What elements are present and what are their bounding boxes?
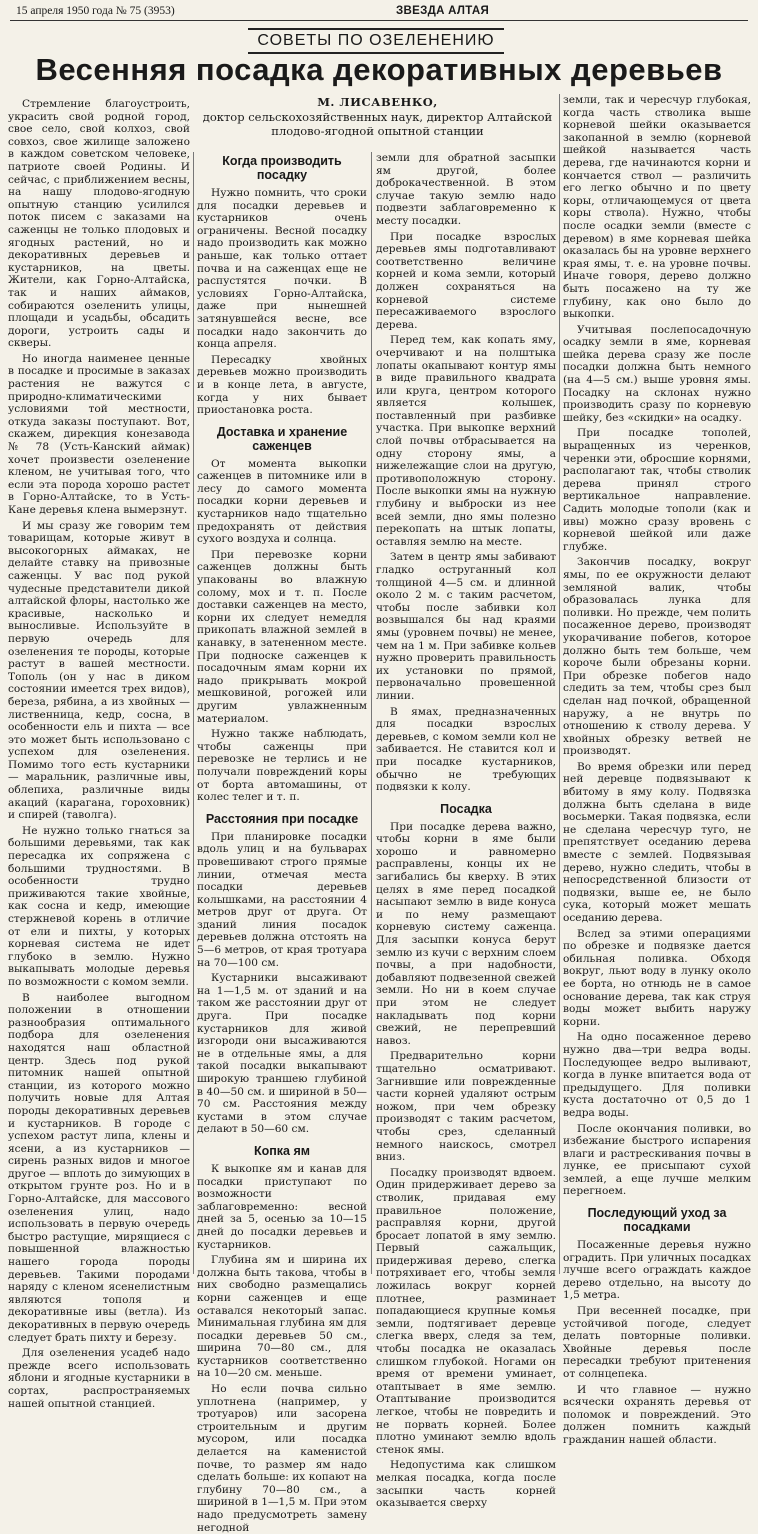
paragraph: Вслед за этими операциями по обрезке и подвязке дается обильная поливка. Обходя вокруг, льют воду в лунку около ее борта, но отнюдь не в самое основание дерева, так как струя воды может выбить наружу корни. (563, 927, 751, 1028)
column-rule (193, 152, 194, 1274)
paragraph: Для озеленения усадеб надо прежде всего использовать яблони и ягодные кустарники в сортах, распространяемых нашей опытной станцией. (8, 1347, 190, 1410)
newspaper-name: ЗВЕЗДА АЛТАЯ (396, 5, 490, 17)
paragraph: Посадку производят вдвоем. Один придерживает дерево за стволик, придавая ему правильное положение, расправляя корни, другой бросает лопатой в яму землю. Первый сажальщик, придерживая дерево, слегка потряхивает его, чтобы земля ложилась вокруг корней плотнее, разминает попадающиеся крупные комья земли, подтягивает деревце слегка вверх, следя за тем, чтобы посадка не оказалась слишком глубокой. Ногами он время от времени уминает, отаптывает в яме землю. Отаптывание производится легкое, чтобы не повредить и не порвать корней. Более плотно уминают землю вдоль стенок ямы. (376, 1166, 556, 1456)
paragraph: Не нужно только гнаться за большими деревьями, так как пересадка их сопряжена с большими трудностями. В особенности трудно приживаются такие хвойные, как сосна и кедр, имеющие стержневой корень в отличие от ели и пихты, у которых корневая система не идет глубоко в землю. Нужно выкапывать молодые деревья по возможности с комом земли. (8, 824, 190, 988)
paragraph: При посадке тополей, выращенных из черенков, черенки эти, обросшие корнями, располагают так, чтобы стволик дерева принял строго вертикальное направление. Садить молодые тополи (как и ивы) можно сразу вровень с корневой шейкой или даже глубже. (563, 427, 751, 553)
column-4 (563, 94, 751, 1446)
paragraph: На одно посаженное дерево нужно два—три ведра воды. Последующее ведро выливают, когда в лунке впитается вода от предыдущего. Для поливки куста достаточно от 0,5 до 1 ведра воды. (563, 1031, 751, 1119)
paragraph: В наиболее выгодном положении в отношении разнообразия оптимального подбора для озеленения находятся наш областной центр. Здесь под рукой питомник нашей опытной станции, из которого можно получить новые для Алтая породы декоративных деревьев и кустарников. В городе с успехом растут липа, клены и ясени, а из кустарников — сирень разных видов и многое другое — вплоть до зимующих в открытом грунте роз. Но и в Горно-Алтайске, для массового озеленения улиц, надо использовать в первую очередь быстро растущие, мирящиеся с повышенной влажностью нашего города породы деревьев. Такими породами наряду с кленом ясенелистным являются тополя и декоративные ивы (ветла). Из декоративных в первую очередь следует брать пихту и березу. (8, 991, 190, 1344)
paragraph: И мы сразу же говорим тем товарищам, которые живут в высокогорных аймаках, не делайте ставку на привозные саженцы. У вас под рукой чудесные представители дикой алтайской флоры, настолько же красивые, насколько и выносливые. Используйте в первую очередь для озеленения те породы, которые растут в вашей местности. Тополь (он у нас в диком состоянии имеется трех видов), береза, рябина, а из хвойных — лиственница, кедр, сосна, в особенности ель и пихта — все это может быть использовано с успехом для озеленения. Помимо того есть кустарники — маральник, различные ивы, облепиха, различные виды акаций (карагана, гороховник) и спирей (таволга). (8, 519, 190, 822)
paragraph: Учитывая послепосадочную осадку земли в яме, корневая шейка дерева сразу же после посадки должна быть немного (на 4—5 см.) выше уровня ямы. Посадку на склонах нужно производить сразу по корневую шейку, без «скидки» на осадку. (563, 323, 751, 424)
paragraph: При планировке посадки вдоль улиц и на бульварах провешивают строго прямые линии, отмечая места посадки деревьев колышками, на расстоянии 4 метров друг от друга. От зданий линия посадок деревьев должна отстоять на 5—6 метров, от края тротуара на 70—100 см. (197, 830, 367, 969)
paragraph: После окончания поливки, во избежание быстрого испарения влаги и растрескивания почвы в лунке, ее присыпают сухой землей, а еще лучше мелким перегноем. (563, 1122, 751, 1198)
masthead (0, 0, 758, 22)
section-heading: Доставка и хранение саженцев (216, 424, 348, 453)
paragraph: Стремление благоустроить, украсить свой родной город, свое село, свой колхоз, свой совхоз, свое жилище заложено в каждом советском человеке, патриоте своей Родины. И сейчас, с приближением весны, на нашу плодово-ягодную опытную станцию усилился поток писем с заказами на саженцы не только плодовых и ягодных растений, но и декоративных деревьев и кустарников, на цветы. Жители, как Горно-Алтайска, так и наших аймаков, собираются озеленить улицы, площади и усадьбы, обсадить дороги, устроить сады и скверы. (8, 98, 190, 350)
section-kicker: СОВЕТЫ ПО ОЗЕЛЕНЕНИЮ (248, 28, 504, 54)
section-heading: Когда производить посадку (222, 154, 342, 182)
top-rule (10, 20, 748, 21)
author-title: доктор сельскохозяйственных наук, директор Алтайской плодово-ягодной опытной станции (202, 109, 553, 138)
paragraph: земли, так и чересчур глубокая, когда часть стволика выше корневой шейки оказывается закопанной в землю (корневой шейкой называется часть дерева, где начинаются корни и кончается ствол — различить его легко обычно и по цвету коры, отличающемуся от цвета коры ствола). Нужно, чтобы после осадки земли (вместе с деревом) в яме корневая шейка оказалась бы на уровне верхнего края ямы, т. е. на уровне почвы. Иначе говоря, дерево должно быть посажено на ту же глубину, как оно было до выкопки. (563, 94, 751, 321)
paragraph: В ямах, предназначенных для посадки взрослых деревьев, с комом земли кол не забивается. Не ставится кол и при посадке кустарников, обычно не требующих подвязки к колу. (376, 705, 556, 794)
paragraph: Посаженные деревья нужно оградить. При уличных посадках лучше всего ограждать каждое дерево отдельно, на высоту до 1,5 метра. (563, 1239, 751, 1302)
column-rule (559, 94, 560, 1274)
paragraph: Закончив посадку, вокруг ямы, по ее окружности делают земляной валик, чтобы образовалась лунка для поливки. Но прежде, чем полить посаженное дерево, производят укорачивание побегов, которое должно быть тем больше, чем короче были обрезаны корни. При обрезке побегов надо следить за тем, чтобы срез был сделан над почкой, обращенной наружу, а не внутрь по отношению к стволу дерева. У хвойных обрезку ветвей не производят. (563, 556, 751, 758)
paragraph: И что главное — нужно всячески охранять деревья от поломок и повреждений. Это должен помнить каждый гражданин нашей области. (563, 1383, 751, 1446)
paragraph: Нужно также наблюдать, чтобы саженцы при перевозке не терлись и не получали повреждений коры от борта автомашины, от колес телег и т. п. (197, 728, 367, 804)
column-1 (8, 98, 190, 1410)
paragraph: Кустарники высаживают на 1—1,5 м. от зданий и на таком же расстоянии друг от друга. При посадке кустарников для живой изгороди они высаживаются не в отдельные ямы, а для такой посадки выкапывают широкую траншею глубиной в 40—50 см. и шириной в 50—70 см. Расстояния между кустами в этом случае делают в 50—60 см. (197, 972, 367, 1136)
paragraph: Но если почва сильно уплотнена (например, у тротуаров) или засорена строительным и другим мусором, или посадка делается на каменистой почве, то размер ям надо сделать больше: их копают на глубину 70—80 см., а шириной в 1—1,5 м. При этом надо предусмотреть замену негодной (197, 1383, 367, 1534)
paragraph: К выкопке ям и канав для посадки приступают по возможности заблаговременно: весной дней за 5, осенью за 10—15 дней до посадки деревьев и кустарников. (197, 1162, 367, 1251)
paragraph: При посадке дерева важно, чтобы корни в яме были хорошо и равномерно расправлены, концы их не загибались бы кверху. В этих целях в яме перед посадкой насыпают землю в виде конуса и по нему размещают корневую систему саженца. Для засыпки конуса берут землю из кучи с верхним слоем почвы, а при надобности, добавляют подвезенной свежей земли. Но ни в коем случае при этом не следует накладывать под корни свежий, не перепревший навоз. (376, 820, 556, 1047)
paragraph: При перевозке корни саженцев должны быть упакованы во влажную солому, мох и т. п. После доставки саженцев на место, корни их следует немедля прикопать влажной землей в канавку, в затененном месте. При подноске саженцев к посадочным ямам корни их надо прикрывать мокрой мешковиной, рогожей или другим увлажненным материалом. (197, 548, 367, 725)
paragraph: Но иногда наименее ценные в посадке и просимые в заказах растения не важутся с природно-климатическими условиями той местности, откуда заказы поступают. Вот, скажем, дирекция конезавода № 78 (Усть-Канский аймак) хочет произвести озеленение кленом, не учитывая того, что если эта порода хорошо растет в Горно-Алтайске, то в Усть-Кане деревья клена вымерзнут. (8, 352, 190, 516)
paragraph: Пересадку хвойных деревьев можно производить и в конце лета, в августе, когда у них бывает приостановка роста. (197, 353, 367, 417)
paragraph: земли для обратной засыпки ям другой, более доброкачественной. В этом случае такую землю надо подвезти заблаговременно к месту посадки. (376, 152, 556, 227)
column-3 (376, 152, 556, 1510)
paragraph: Перед тем, как копать яму, очерчивают и на полштыка лопаты окапывают контур ямы в виде правильного квадрата или круга, центром которого является колышек, поставленный при разбивке участка. При выкопке верхний слой почвы отбрасывается на одну сторону ямы, а нижележащие слои на другую, противоположную сторону. После выкопки ямы на нужную глубину и выброски из нее всей земли, дно ямы полезно перекопать на штык лопаты, оставляя землю на месте. (376, 334, 556, 548)
paragraph: Глубина ям и ширина их должна быть такова, чтобы в них свободно размещались корни саженцев и еще оставался некоторый запас. Минимальная глубина ям для посадки деревьев 50 см., ширина 70—80 см., для кустарников соответственно на 10—20 см. меньше. (197, 1254, 367, 1380)
paragraph: Недопустима как слишком мелкая посадка, когда после засыпки часть корней оказывается сверху (376, 1459, 556, 1510)
article-title: Весенняя посадка декоративных деревьев (35, 52, 723, 87)
section-heading: Последующий уход за посадками (587, 1206, 727, 1235)
paragraph: При посадке взрослых деревьев ямы подготавливают соответственно величине корней и кома земли, который должен сохраняться на корневой системе пересаживаемого взрослого дерева. (376, 230, 556, 331)
paragraph: При весенней посадке, при устойчивой погоде, следует делать повторные поливки. Хвойные деревья после пересадки требуют притенения от солнцепека. (563, 1305, 751, 1380)
paragraph: Нужно помнить, что сроки для посадки деревьев и кустарников очень ограничены. Весной посадку надо производить как можно раньше, как только оттает почва и на саженцах еще не распустятся почки. В условиях Горно-Алтайска, даже при нынешней затянувшейся весне, все посадки надо закончить до конца апреля. (197, 187, 367, 351)
paragraph: Во время обрезки или перед ней деревце подвязывают к вбитому в яму колу. Подвязка должна быть сделана в виде восьмерки. Такая подвязка, если не сделана чересчур туго, не препятствует оседанию дерева вместе с землей. Подвязывая дерево, нужно следить, чтобы в непосредственной близости от подвязки, выше ее, не было сука, который может мешать оседанию дерева. (563, 760, 751, 924)
paragraph: Предварительно корни тщательно осматривают. Загнившие или поврежденные части корней удаляют острым ножом, при чем обрезку производят с таким расчетом, чтобы срез, сделанный немного наискось, смотрел вниз. (376, 1050, 556, 1164)
paragraph: От момента выкопки саженцев в питомнике или в лесу до самого момента посадки корни деревьев и кустарников надо тщательно предохранять от действия сухого воздуха и солнца. (197, 457, 367, 546)
issue-date: 15 апреля 1950 года № 75 (3953) (16, 5, 175, 17)
author-name: М. ЛИСАВЕНКО, (317, 95, 438, 109)
paragraph: Затем в центр ямы забивают гладко оструганный кол толщиной 4—5 см. и длинной около 2 м. с таким расчетом, чтобы после забивки кол возвышался бы над краями ямы (уровнем почвы) не менее, чем на 1 м. При забивке кольев нужно проверить правильность их установки по прямой, первоначально провешенной линии. (376, 551, 556, 702)
column-2 (197, 152, 367, 1534)
column-rule (371, 152, 372, 1274)
section-heading: Посадка (440, 801, 492, 816)
section-heading: Расстояния при посадке (205, 811, 359, 826)
byline (200, 95, 555, 139)
section-heading: Копка ям (253, 1143, 311, 1158)
